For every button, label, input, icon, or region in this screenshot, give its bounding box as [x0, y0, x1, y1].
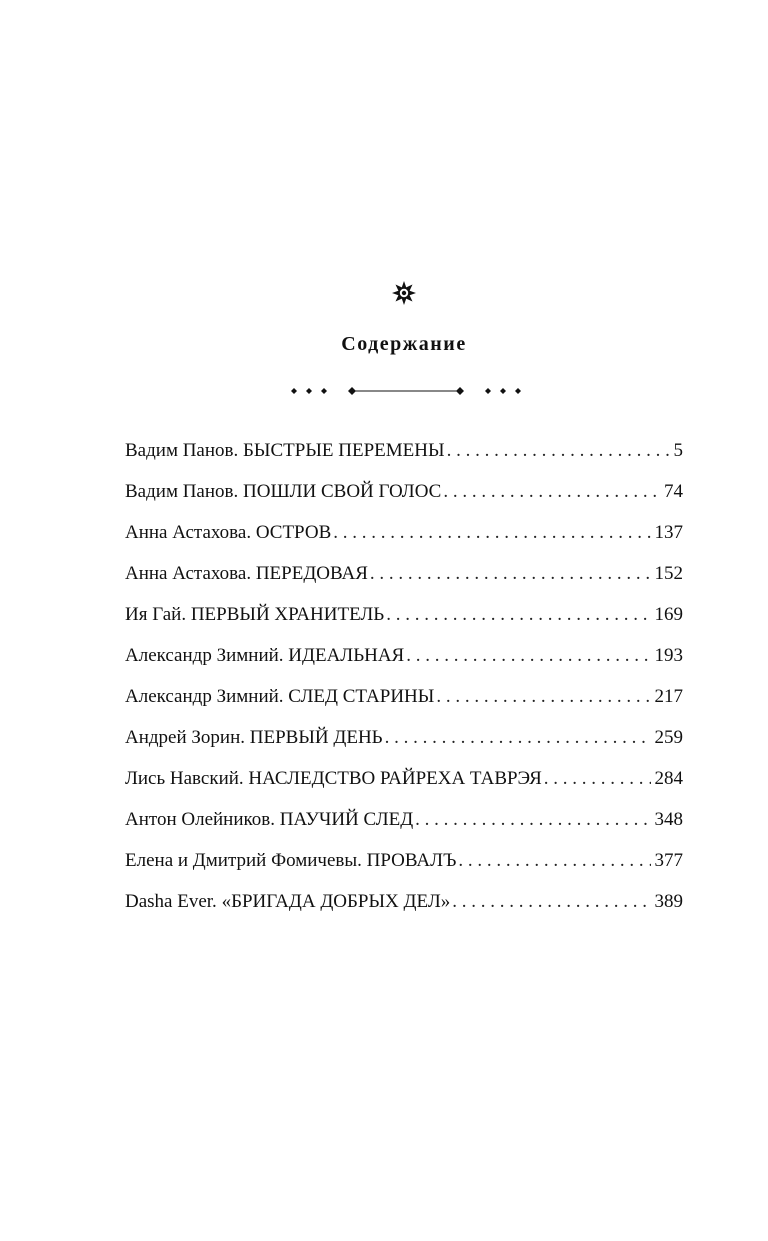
toc-leader: [333, 522, 650, 544]
toc-entry-title: [125, 768, 542, 790]
toc-entry-author: Елена и Дмитрий Фомичевы.: [125, 850, 362, 871]
toc-entry-author: Анна Астахова.: [125, 563, 252, 584]
toc-entry-author: Вадим Панов.: [125, 481, 239, 502]
toc-entry-author: Вадим Панов.: [125, 440, 239, 461]
toc-entry-page: 377: [654, 850, 683, 871]
toc-entry-title: [125, 727, 383, 749]
toc-leader: [385, 727, 651, 749]
toc-entry-work: ПАУЧИЙ СЛЕД: [279, 809, 414, 830]
toc-entry: [125, 768, 683, 809]
toc-leader: [406, 645, 650, 667]
page-title: Содержание: [341, 333, 467, 355]
toc-entry: [125, 850, 683, 891]
toc-entry-page: 217: [654, 686, 683, 707]
toc-leader: [458, 850, 650, 872]
toc-entry-page: 5: [673, 440, 683, 461]
toc-entry-title: [125, 563, 368, 585]
toc-leader: [370, 563, 651, 585]
toc-entry-work: ПОШЛИ СВОЙ ГОЛОС: [243, 481, 442, 502]
toc-entry-work: ПРОВАЛЪ: [366, 850, 457, 871]
toc-entry-author: Александр Зимний.: [125, 645, 284, 666]
toc-leader: [544, 768, 651, 790]
dotted-rule-divider: [288, 383, 524, 399]
toc-entry-page: 137: [654, 522, 683, 543]
toc-entry-work: БЫСТРЫЕ ПЕРЕМЕНЫ: [243, 440, 445, 461]
toc-entry: [125, 604, 683, 645]
toc-entry-work: «БРИГАДА ДОБРЫХ ДЕЛ»: [221, 891, 451, 912]
toc-entry-author: Антон Олейников.: [125, 809, 275, 830]
toc-entry-page: 74: [664, 481, 683, 502]
toc-entry-author: Ия Гай.: [125, 604, 187, 625]
toc-entry-author: Андрей Зорин.: [125, 727, 246, 748]
toc-entry-page: 152: [654, 563, 683, 584]
toc-entry: [125, 727, 683, 768]
toc-entry-title: [125, 481, 441, 503]
toc-entry-title: [125, 440, 445, 462]
toc-entry: [125, 440, 683, 481]
toc-entry-work: СЛЕД СТАРИНЫ: [288, 686, 435, 707]
toc-entry-work: ПЕРВЫЙ ХРАНИТЕЛЬ: [190, 604, 385, 625]
toc-entry: [125, 645, 683, 686]
toc-entry-title: [125, 522, 331, 544]
toc-entry-author: Анна Астахова.: [125, 522, 252, 543]
toc-entry: [125, 686, 683, 727]
toc-entry: [125, 563, 683, 604]
toc-entry-page: 348: [654, 809, 683, 830]
toc-entry-title: [125, 686, 434, 708]
toc-entry-work: НАСЛЕДСТВО РАЙРЕХА ТАВРЭЯ: [248, 768, 542, 789]
toc-entry-author: Александр Зимний.: [125, 686, 284, 707]
toc-entry-page: 193: [654, 645, 683, 666]
toc-entry-title: [125, 850, 456, 872]
toc-entry-author: Dasha Ever.: [125, 891, 217, 912]
toc-entry: [125, 809, 683, 850]
toc-leader: [386, 604, 650, 626]
toc-entry-work: ОСТРОВ: [255, 522, 332, 543]
toc-entry-work: ПЕРЕДОВАЯ: [255, 563, 368, 584]
table-of-contents: [125, 440, 683, 932]
toc-entry-author: Лись Навский.: [125, 768, 244, 789]
toc-leader: [436, 686, 650, 708]
toc-entry-title: [125, 891, 450, 913]
toc-entry-title: [125, 809, 413, 831]
star-ornament-icon: [391, 280, 417, 306]
toc-entry-page: 259: [654, 727, 683, 748]
toc-entry-page: 284: [654, 768, 683, 789]
toc-entry-title: [125, 645, 404, 667]
toc-entry-title: [125, 604, 384, 626]
toc-leader: [443, 481, 660, 503]
toc-entry-work: ПЕРВЫЙ ДЕНЬ: [249, 727, 383, 748]
toc-leader: [415, 809, 650, 831]
toc-entry-page: 169: [654, 604, 683, 625]
toc-entry: [125, 522, 683, 563]
toc-entry: [125, 891, 683, 932]
toc-entry-work: ИДЕАЛЬНАЯ: [288, 645, 405, 666]
toc-leader: [447, 440, 669, 462]
toc-leader: [452, 891, 650, 913]
toc-entry-page: 389: [654, 891, 683, 912]
toc-entry: [125, 481, 683, 522]
